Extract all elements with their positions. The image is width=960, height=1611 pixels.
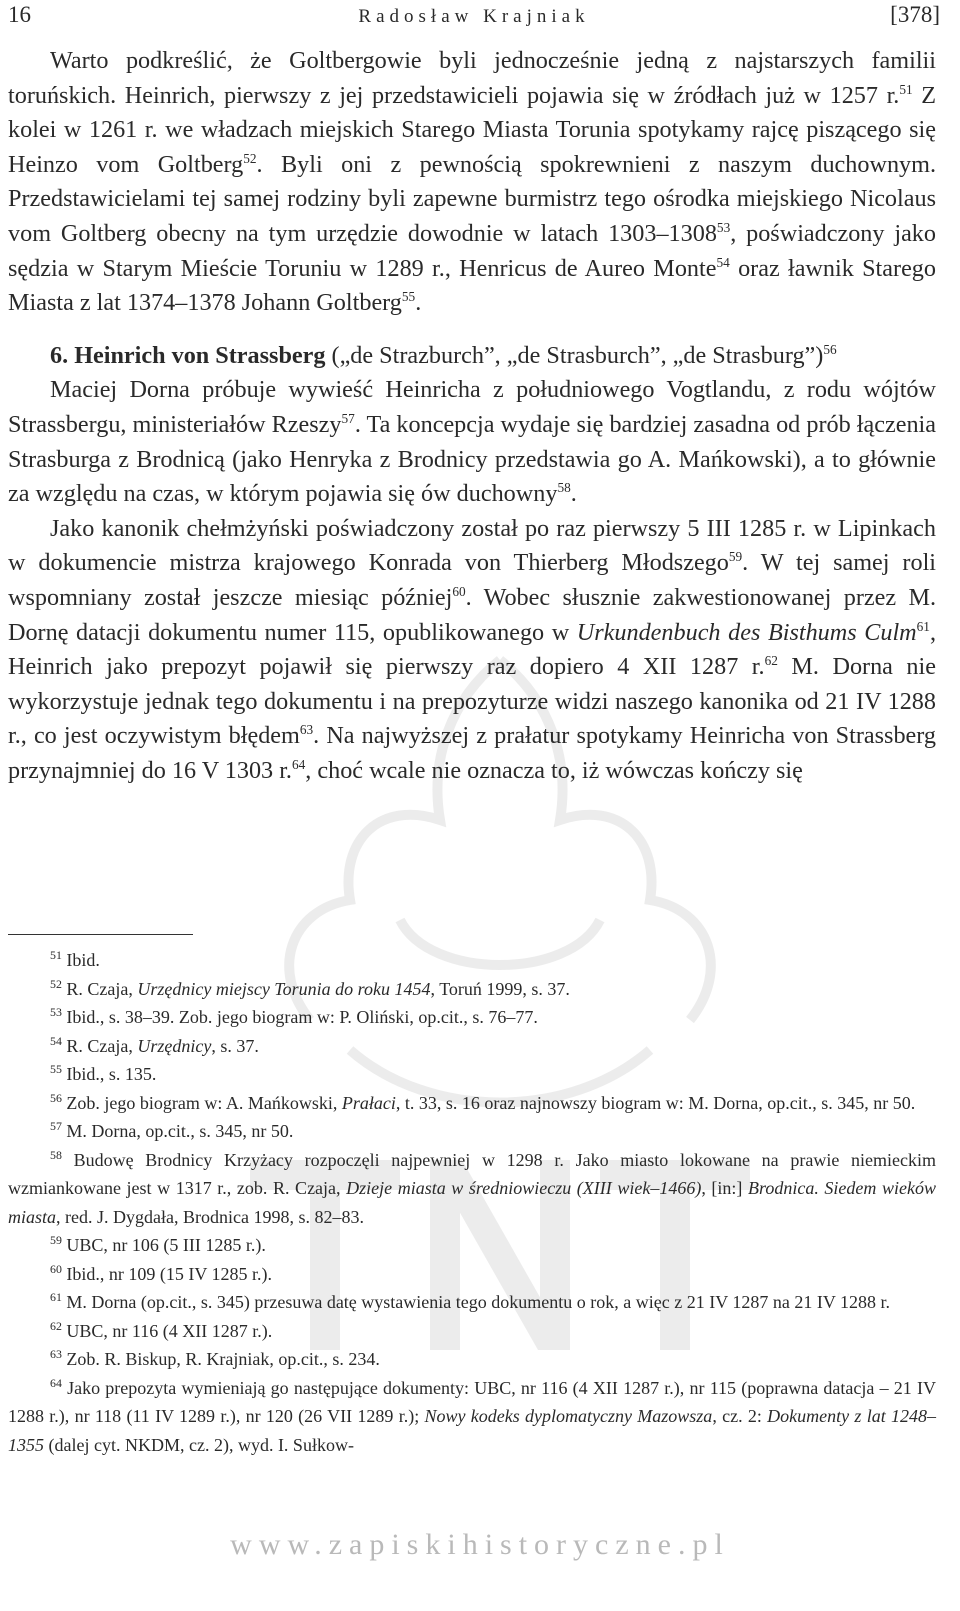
- footnote-54: $^{54}$ R. Czaja, Urzędnicy, s. 37.: [50, 1033, 259, 1056]
- paragraph-1: Warto podkreślić, że Goltbergowie byli jednocześnie jedną z najstarszych familii toruńskich. Heinrich, pierwszy z jej przedstawicieli pojawia się w źródłach już w 1257 r.$^{51}$ Z kolei w 1261 r. we władzach miejskich Starego Miasta Torunia spotykamy rajcę piszącego się Heinzo vom Goltberg$^{52}$. Byli oni z pewnością spokrewnieni z naszym duchownym. Przedstawicielami tej samej rodziny byli zapewne burmistrz tego ośrodka miejskiego Nicolaus vom Goltberg obecny na tym urzędzie dowodnie w latach 1303–1308$^{53}$, poświadczony jako sędzia w Starym Mieście Toruniu w 1289 r., Henricus de Aureo Monte$^{54}$ oraz ławnik Starego Miasta z lat 1374–1378 Johann Goltberg$^{55}$.: [8, 47, 936, 317]
- footnote-64: $^{64}$ Jako prepozyta wymieniają go następujące dokumenty: UBC, nr 116 (4 XII 1287 r.), nr 115 (poprawna datacja – 21 IV 1288 r.), nr 118 (11 IV 1289 r.), nr 120 (26 VII 1289 r.); Nowy kodeks dyplomatyczny Mazowsza, cz. 2: Dokumenty z lat 1248–1355 (dalej cyt. NKDM, cz. 2), wyd. I. Sułkow-: [8, 1375, 936, 1455]
- footnote-62: $^{62}$ UBC, nr 116 (4 XII 1287 r.).: [50, 1318, 273, 1341]
- footnote-52: $^{52}$ R. Czaja, Urzędnicy miejscy Torunia do roku 1454, Toruń 1999, s. 37.: [50, 976, 570, 999]
- footnote-ref[interactable]: 57: [341, 410, 355, 426]
- footer-url[interactable]: www.zapiskihistoryczne.pl: [230, 1528, 730, 1561]
- footnote-ref[interactable]: 53: [716, 219, 731, 235]
- footnote-ref[interactable]: 58: [557, 480, 571, 496]
- footnote-53: $^{53}$ Ibid., s. 38–39. Zob. jego biogram w: P. Oliński, op.cit., s. 76–77.: [50, 1005, 538, 1027]
- footnote-51: $^{51}$ Ibid.: [50, 948, 100, 970]
- footnote-ref[interactable]: 62: [764, 653, 778, 669]
- footnote-ref[interactable]: 52: [243, 150, 257, 166]
- footnotes: [8, 946, 936, 1459]
- footnote-63: $^{63}$ Zob. R. Biskup, R. Krajniak, op.cit., s. 234.: [50, 1347, 380, 1369]
- footnote-59: $^{59}$ UBC, nr 106 (5 III 1285 r.).: [50, 1233, 266, 1255]
- footnote-55: $^{55}$ Ibid., s. 135.: [50, 1062, 157, 1084]
- footnote-ref[interactable]: 55: [401, 289, 416, 305]
- footnote-ref[interactable]: 54: [716, 254, 730, 270]
- footnote-ref[interactable]: 51: [899, 81, 913, 97]
- running-header: [8, 2, 940, 34]
- footnote-61: $^{61}$ M. Dorna (op.cit., s. 345) przesuwa datę wystawienia tego dokumentu o rok, a więc z 21 IV 1287 na 21 IV 1288 r.: [50, 1290, 891, 1312]
- running-author: Radosław Krajniak: [358, 6, 590, 27]
- footnote-58: $^{58}$ Budowę Brodnicy Krzyżacy rozpoczęli najpewniej w 1298 r. Jako miasto lokowane na prawie niemieckim wzmiankowane jest w 1317 r., zob. R. Czaja, Dzieje miasta w średniowieczu (XIII wiek–1466), [in:] Brodnica. Siedem wieków miasta, red. J. Dygdała, Brodnica 1998, s. 82–83.: [8, 1147, 936, 1227]
- footnote-57: $^{57}$ M. Dorna, op.cit., s. 345, nr 50.: [50, 1119, 294, 1141]
- footnote-60: $^{60}$ Ibid., nr 109 (15 IV 1285 r.).: [50, 1261, 273, 1284]
- body-text: [8, 44, 936, 788]
- section-heading: 6. Heinrich von Strassberg („de Strazburch”, „de Strasburch”, „de Strasburg”)$^{56}$: [50, 341, 837, 369]
- paragraph-3: Jako kanonik chełmżyński poświadczony został po raz pierwszy 5 III 1285 r. w Lipinkach w dokumencie mistrza krajowego Konrada von Thierberg Młodszego$^{59}$. W tej samej roli wspomniany został jeszcze miesiąc później$^{60}$. Wobec słusznie zakwestionowanej przez M. Dornę datacji dokumentu numer 115, opublikowanego w Urkundenbuch des Bisthums Culm$^{61}$, Heinrich jako prepozyt pojawił się pierwszy raz dopiero 4 XII 1287 r.$^{62}$ M. Dorna nie wykorzystuje jednak tego dokumentu i na prepozyturze widzi naszego kanonika od 21 IV 1288 r., co jest oczywistym błędem$^{63}$. Na najwyższej z prałatur spotykamy Heinricha von Strassberg przynajmniej do 16 V 1303 r.$^{64}$, choć wcale nie oznacza to, iż wówczas kończy się: [8, 514, 937, 784]
- footnote-separator: [8, 934, 193, 935]
- footnote-ref[interactable]: 60: [452, 583, 466, 599]
- footnote-ref[interactable]: 64: [291, 756, 306, 772]
- paragraph-2: Maciej Dorna próbuje wywieść Heinricha z południowego Vogtlandu, z rodu wójtów Strassbergu, ministeriałów Rzeszy$^{57}$. Ta koncepcja wydaje się bardziej zasadna od prób łączenia Strasburga z Brodnicą (jako Henryka z Brodnicy przedstawia go A. Mańkowski), a to głównie za względu na czas, w którym pojawia się ów duchowny$^{58}$.: [8, 376, 936, 508]
- footnote-ref[interactable]: 56: [823, 341, 837, 357]
- page-number: 16: [8, 2, 31, 27]
- section-number: [378]: [890, 2, 940, 27]
- footnote-ref[interactable]: 63: [299, 722, 314, 738]
- footnote-56: $^{56}$ Zob. jego biogram w: A. Mańkowski, Prałaci, t. 33, s. 16 oraz najnowszy biogram w: M. Dorna, op.cit., s. 345, nr 50.: [50, 1090, 916, 1113]
- footnote-ref[interactable]: 59: [728, 549, 743, 565]
- footnote-ref[interactable]: 61: [916, 618, 930, 634]
